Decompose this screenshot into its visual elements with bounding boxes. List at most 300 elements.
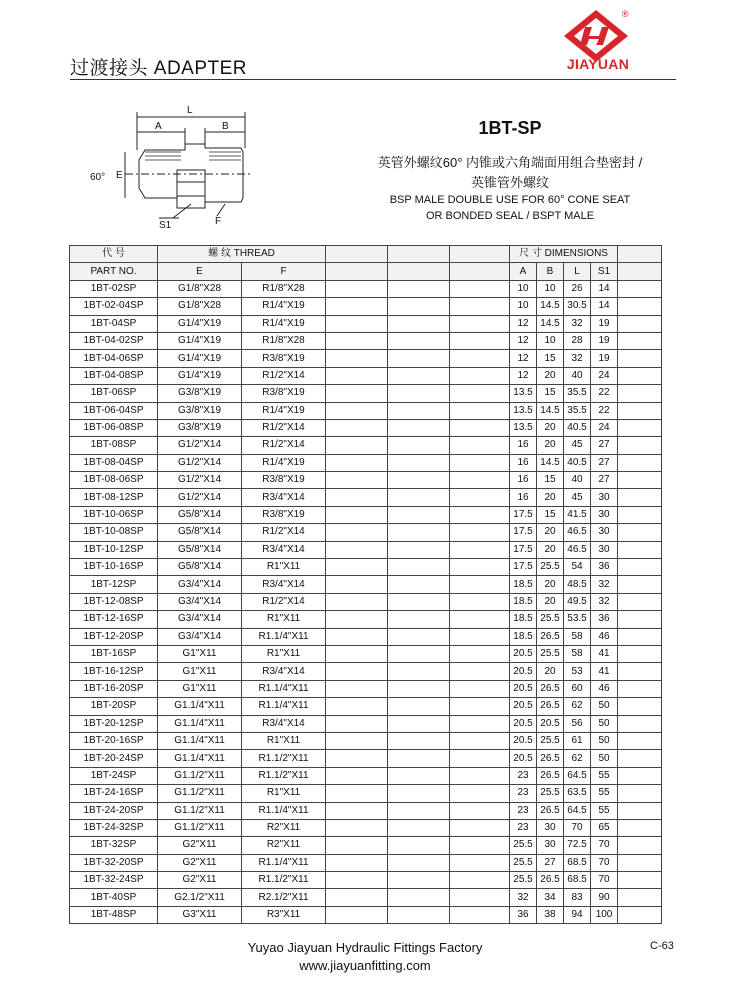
table-cell: 19: [591, 350, 618, 367]
table-cell: 12: [510, 332, 537, 349]
table-cell: 1BT-02-04SP: [70, 298, 158, 315]
table-row: [70, 506, 662, 523]
table-cell: 1BT-06SP: [70, 385, 158, 402]
table-cell: 1BT-16-12SP: [70, 663, 158, 680]
table-cell-blank: [326, 611, 388, 628]
table-cell: 14.5: [537, 402, 564, 419]
table-cell: 1BT-08SP: [70, 437, 158, 454]
table-cell: 41.5: [564, 506, 591, 523]
table-cell: G1/4"X19: [158, 350, 242, 367]
table-cell: G3/4"X14: [158, 628, 242, 645]
table-cell: G3/8"X19: [158, 419, 242, 436]
table-cell: 32: [510, 889, 537, 906]
table-cell-blank: [450, 576, 510, 593]
table-cell: 14.5: [537, 298, 564, 315]
table-cell: R1.1/4"X11: [242, 628, 326, 645]
table-cell: G1/8"X28: [158, 298, 242, 315]
table-cell: 1BT-16-20SP: [70, 680, 158, 697]
header-blank: [326, 263, 388, 280]
table-cell: 19: [591, 332, 618, 349]
table-cell: 25.5: [510, 872, 537, 889]
header-dimensions: 尺 寸 DIMENSIONS: [510, 246, 618, 263]
table-cell: 10: [537, 280, 564, 297]
table-cell: 46: [591, 680, 618, 697]
footer-company: Yuyao Jiayuan Hydraulic Fittings Factory: [247, 940, 483, 955]
table-row: [70, 332, 662, 349]
table-cell: 35.5: [564, 385, 591, 402]
table-cell: 1BT-10-06SP: [70, 506, 158, 523]
table-cell: 26.5: [537, 680, 564, 697]
table-cell: G3/4"X14: [158, 593, 242, 610]
table-cell: G1/4"X19: [158, 315, 242, 332]
description-en-line1: BSP MALE DOUBLE USE FOR 60° CONE SEAT: [389, 194, 631, 206]
table-cell: 20: [537, 489, 564, 506]
table-cell: 100: [591, 906, 618, 923]
table-cell-blank: [326, 767, 388, 784]
registered-mark: ®: [622, 9, 629, 19]
table-cell: G1.1/4"X11: [158, 750, 242, 767]
table-cell-blank: [388, 767, 450, 784]
table-cell-blank: [618, 576, 662, 593]
table-cell: R3/8"X19: [242, 506, 326, 523]
table-cell: 30: [591, 541, 618, 558]
table-cell: 50: [591, 732, 618, 749]
table-cell: 12: [510, 350, 537, 367]
table-cell-blank: [326, 645, 388, 662]
table-cell: 20.5: [510, 680, 537, 697]
table-cell: 1BT-12-20SP: [70, 628, 158, 645]
table-cell-blank: [388, 350, 450, 367]
table-cell: G5/8"X14: [158, 524, 242, 541]
table-cell-blank: [326, 437, 388, 454]
table-cell: 26.5: [537, 767, 564, 784]
table-cell-blank: [388, 680, 450, 697]
table-cell: 1BT-32SP: [70, 837, 158, 854]
table-cell-blank: [618, 402, 662, 419]
table-cell: G1/2"X14: [158, 489, 242, 506]
table-cell: R3/4"X14: [242, 489, 326, 506]
table-cell-blank: [388, 541, 450, 558]
table-cell-blank: [450, 802, 510, 819]
table-cell: 53: [564, 663, 591, 680]
table-cell-blank: [618, 454, 662, 471]
table-row: [70, 732, 662, 749]
table-cell: 1BT-04-06SP: [70, 350, 158, 367]
table-cell: R1"X11: [242, 785, 326, 802]
table-cell: R2"X11: [242, 837, 326, 854]
table-row: [70, 698, 662, 715]
table-cell: G1/4"X19: [158, 367, 242, 384]
table-cell: 58: [564, 628, 591, 645]
table-cell-blank: [450, 419, 510, 436]
table-cell: 1BT-12-16SP: [70, 611, 158, 628]
table-cell: 1BT-10-12SP: [70, 541, 158, 558]
table-cell: 20: [537, 663, 564, 680]
table-cell: 16: [510, 454, 537, 471]
header-blank: [618, 263, 662, 280]
table-cell-blank: [388, 715, 450, 732]
table-cell: 46: [591, 628, 618, 645]
table-cell-blank: [388, 402, 450, 419]
table-cell-blank: [326, 680, 388, 697]
table-cell: 55: [591, 785, 618, 802]
table-cell: 20.5: [510, 732, 537, 749]
table-cell-blank: [450, 628, 510, 645]
table-cell: 23: [510, 819, 537, 836]
table-cell-blank: [618, 715, 662, 732]
table-cell: 25.5: [510, 837, 537, 854]
table-cell-blank: [618, 489, 662, 506]
table-cell-blank: [388, 576, 450, 593]
table-cell: R1"X11: [242, 732, 326, 749]
table-cell: 53.5: [564, 611, 591, 628]
table-cell: 12: [510, 315, 537, 332]
table-cell: G1/2"X14: [158, 437, 242, 454]
table-cell-blank: [618, 524, 662, 541]
table-cell-blank: [618, 698, 662, 715]
table-cell-blank: [326, 715, 388, 732]
table-cell-blank: [326, 524, 388, 541]
table-cell: 15: [537, 506, 564, 523]
table-cell-blank: [388, 367, 450, 384]
table-cell: G3/4"X14: [158, 611, 242, 628]
table-cell: 50: [591, 698, 618, 715]
table-cell: 1BT-10-08SP: [70, 524, 158, 541]
table-cell-blank: [388, 298, 450, 315]
table-cell: 1BT-02SP: [70, 280, 158, 297]
table-cell: 50: [591, 750, 618, 767]
drawing-label-a: A: [155, 121, 162, 132]
table-cell-blank: [326, 750, 388, 767]
table-cell: 26.5: [537, 750, 564, 767]
table-header-row-2: [70, 263, 662, 280]
table-cell: 62: [564, 750, 591, 767]
header-s1: S1: [591, 263, 618, 280]
table-cell-blank: [450, 332, 510, 349]
table-cell-blank: [388, 315, 450, 332]
table-cell: 1BT-10-16SP: [70, 559, 158, 576]
table-cell-blank: [388, 645, 450, 662]
table-cell-blank: [618, 506, 662, 523]
table-cell-blank: [326, 593, 388, 610]
table-row: [70, 541, 662, 558]
table-row: [70, 593, 662, 610]
table-cell-blank: [388, 698, 450, 715]
table-cell: 20: [537, 419, 564, 436]
table-cell-blank: [450, 767, 510, 784]
table-cell: 13.5: [510, 402, 537, 419]
table-row: [70, 315, 662, 332]
table-cell: 34: [537, 889, 564, 906]
table-cell: G5/8"X14: [158, 559, 242, 576]
table-cell: 1BT-06-04SP: [70, 402, 158, 419]
table-cell: R2.1/2"X11: [242, 889, 326, 906]
table-cell-blank: [618, 663, 662, 680]
table-cell: 18.5: [510, 628, 537, 645]
table-cell: G1.1/4"X11: [158, 698, 242, 715]
table-row: [70, 611, 662, 628]
table-cell: 16: [510, 489, 537, 506]
header-blank: [388, 263, 450, 280]
table-cell: G1.1/2"X11: [158, 767, 242, 784]
table-cell: 68.5: [564, 854, 591, 871]
table-row: [70, 559, 662, 576]
table-cell: 1BT-48SP: [70, 906, 158, 923]
table-cell-blank: [618, 385, 662, 402]
drawing-label-e: E: [116, 170, 123, 181]
table-cell: 17.5: [510, 559, 537, 576]
table-cell: 10: [537, 332, 564, 349]
table-cell: R1/2"X14: [242, 419, 326, 436]
table-cell: R1/4"X19: [242, 298, 326, 315]
table-cell-blank: [326, 854, 388, 871]
table-cell: 20: [537, 524, 564, 541]
table-cell-blank: [388, 732, 450, 749]
table-cell-blank: [450, 906, 510, 923]
table-row: [70, 454, 662, 471]
table-row: [70, 576, 662, 593]
table-cell-blank: [388, 663, 450, 680]
table-cell: 20: [537, 437, 564, 454]
table-row: [70, 645, 662, 662]
spec-table-body: [70, 280, 662, 923]
table-cell-blank: [326, 298, 388, 315]
table-cell-blank: [618, 350, 662, 367]
table-row: [70, 402, 662, 419]
table-cell-blank: [326, 402, 388, 419]
table-cell-blank: [388, 785, 450, 802]
table-cell-blank: [618, 889, 662, 906]
table-cell: 64.5: [564, 767, 591, 784]
table-cell-blank: [618, 819, 662, 836]
table-cell-blank: [388, 837, 450, 854]
table-cell: 62: [564, 698, 591, 715]
table-cell: 1BT-20-12SP: [70, 715, 158, 732]
table-cell-blank: [388, 524, 450, 541]
header-l: L: [564, 263, 591, 280]
table-cell-blank: [388, 332, 450, 349]
description-en-line2: OR BONDED SEAL / BSPT MALE: [425, 210, 595, 222]
table-cell: R3/4"X14: [242, 663, 326, 680]
header-blank: [450, 246, 510, 263]
table-cell: 65: [591, 819, 618, 836]
table-cell-blank: [388, 819, 450, 836]
table-cell: G1"X11: [158, 645, 242, 662]
table-cell: 1BT-16SP: [70, 645, 158, 662]
table-cell-blank: [388, 437, 450, 454]
table-cell-blank: [618, 785, 662, 802]
table-cell: 1BT-32-20SP: [70, 854, 158, 871]
drawing-label-f: F: [215, 216, 222, 227]
header-thread: 螺 纹 THREAD: [158, 246, 326, 263]
table-cell: 20.5: [537, 715, 564, 732]
table-cell: 60: [564, 680, 591, 697]
table-cell: 16: [510, 472, 537, 489]
table-cell-blank: [326, 872, 388, 889]
table-cell-blank: [618, 559, 662, 576]
table-cell-blank: [618, 611, 662, 628]
table-cell-blank: [388, 889, 450, 906]
table-row: [70, 385, 662, 402]
table-cell-blank: [326, 315, 388, 332]
table-cell-blank: [388, 559, 450, 576]
table-cell-blank: [450, 367, 510, 384]
table-cell: R1"X11: [242, 611, 326, 628]
table-cell: 1BT-32-24SP: [70, 872, 158, 889]
table-cell: 20: [537, 593, 564, 610]
table-cell: G5/8"X14: [158, 541, 242, 558]
table-cell: 10: [510, 298, 537, 315]
table-row: [70, 872, 662, 889]
table-cell: 17.5: [510, 541, 537, 558]
table-cell: R1/8"X28: [242, 332, 326, 349]
table-cell-blank: [326, 819, 388, 836]
table-cell: R1/2"X14: [242, 437, 326, 454]
table-cell: 46.5: [564, 541, 591, 558]
table-cell-blank: [326, 732, 388, 749]
table-cell: 14: [591, 280, 618, 297]
table-cell-blank: [326, 541, 388, 558]
table-cell: 40.5: [564, 419, 591, 436]
table-cell-blank: [618, 767, 662, 784]
table-cell: 18.5: [510, 611, 537, 628]
table-cell-blank: [618, 732, 662, 749]
table-cell-blank: [618, 332, 662, 349]
table-cell: 20.5: [510, 663, 537, 680]
header-b: B: [537, 263, 564, 280]
table-cell-blank: [450, 785, 510, 802]
table-cell: 14: [591, 298, 618, 315]
brand-name: JIAYUAN: [566, 56, 630, 72]
table-cell: 46.5: [564, 524, 591, 541]
table-cell: 56: [564, 715, 591, 732]
table-cell-blank: [326, 802, 388, 819]
table-cell-blank: [450, 663, 510, 680]
table-cell: R1/2"X14: [242, 367, 326, 384]
header-code-zh: 代 号: [70, 246, 158, 263]
table-cell: 23: [510, 785, 537, 802]
description-zh-line1: 英管外螺纹60° 内锥或六角端面用组合垫密封 /: [377, 155, 643, 170]
table-cell-blank: [450, 315, 510, 332]
table-cell: 1BT-04SP: [70, 315, 158, 332]
table-cell-blank: [618, 437, 662, 454]
table-cell-blank: [388, 611, 450, 628]
table-cell: R1/4"X19: [242, 402, 326, 419]
table-cell: G1.1/2"X11: [158, 802, 242, 819]
drawing-label-s1: S1: [159, 220, 172, 231]
table-cell: 70: [591, 854, 618, 871]
table-cell: 26.5: [537, 698, 564, 715]
table-cell: 26.5: [537, 802, 564, 819]
page-title: 过渡接头 ADAPTER: [70, 58, 248, 79]
drawing-label-angle: 60°: [90, 172, 106, 183]
table-cell: 40: [564, 367, 591, 384]
table-cell: 40: [564, 472, 591, 489]
table-cell: 32: [591, 593, 618, 610]
table-cell: 18.5: [510, 576, 537, 593]
table-cell: 72.5: [564, 837, 591, 854]
table-cell-blank: [326, 663, 388, 680]
table-cell: G1/2"X14: [158, 454, 242, 471]
table-cell: 1BT-24-20SP: [70, 802, 158, 819]
table-cell: 26: [564, 280, 591, 297]
table-cell: G2.1/2"X11: [158, 889, 242, 906]
table-cell: 1BT-20-24SP: [70, 750, 158, 767]
drawing-label-l: L: [187, 105, 193, 116]
table-cell: R1.1/4"X11: [242, 854, 326, 871]
table-cell-blank: [326, 628, 388, 645]
table-cell: 32: [564, 315, 591, 332]
table-row: [70, 767, 662, 784]
table-cell: 61: [564, 732, 591, 749]
table-cell-blank: [388, 454, 450, 471]
table-cell: 27: [591, 472, 618, 489]
table-cell-blank: [326, 576, 388, 593]
header-blank: [618, 246, 662, 263]
table-cell-blank: [618, 872, 662, 889]
table-row: [70, 663, 662, 680]
table-cell-blank: [326, 472, 388, 489]
table-cell: 20: [537, 541, 564, 558]
table-cell-blank: [450, 506, 510, 523]
table-cell: 63.5: [564, 785, 591, 802]
model-code: 1BT-SP: [478, 118, 542, 138]
table-row: [70, 419, 662, 436]
table-cell: 1BT-40SP: [70, 889, 158, 906]
table-cell-blank: [450, 837, 510, 854]
table-cell: 41: [591, 645, 618, 662]
table-cell: 26.5: [537, 628, 564, 645]
table-cell: 30: [537, 819, 564, 836]
table-cell-blank: [618, 298, 662, 315]
table-cell: 30: [591, 506, 618, 523]
table-cell: R1/2"X14: [242, 593, 326, 610]
table-cell: 32: [591, 576, 618, 593]
table-header-row-1: [70, 246, 662, 263]
table-cell: 24: [591, 367, 618, 384]
table-cell-blank: [618, 367, 662, 384]
table-cell: 30: [591, 489, 618, 506]
table-cell: 68.5: [564, 872, 591, 889]
table-cell: 20.5: [510, 698, 537, 715]
table-cell-blank: [450, 402, 510, 419]
table-cell: R1.1/2"X11: [242, 872, 326, 889]
table-cell: G3/4"X14: [158, 576, 242, 593]
table-cell-blank: [618, 680, 662, 697]
table-cell: G2"X11: [158, 837, 242, 854]
table-row: [70, 280, 662, 297]
table-cell: 55: [591, 767, 618, 784]
table-cell-blank: [326, 698, 388, 715]
table-cell: 19: [591, 315, 618, 332]
table-cell: R3/4"X14: [242, 715, 326, 732]
table-cell: R1"X11: [242, 559, 326, 576]
table-cell: 50: [591, 715, 618, 732]
table-cell: 30: [591, 524, 618, 541]
table-cell: R1/4"X19: [242, 454, 326, 471]
table-cell: 14.5: [537, 315, 564, 332]
table-cell-blank: [450, 541, 510, 558]
table-cell-blank: [618, 628, 662, 645]
table-cell: 14.5: [537, 454, 564, 471]
table-cell: 20: [537, 367, 564, 384]
table-cell: 1BT-20SP: [70, 698, 158, 715]
table-cell-blank: [388, 906, 450, 923]
table-cell: R1/8"X28: [242, 280, 326, 297]
table-cell-blank: [450, 715, 510, 732]
table-cell: G3"X11: [158, 906, 242, 923]
table-cell-blank: [618, 802, 662, 819]
